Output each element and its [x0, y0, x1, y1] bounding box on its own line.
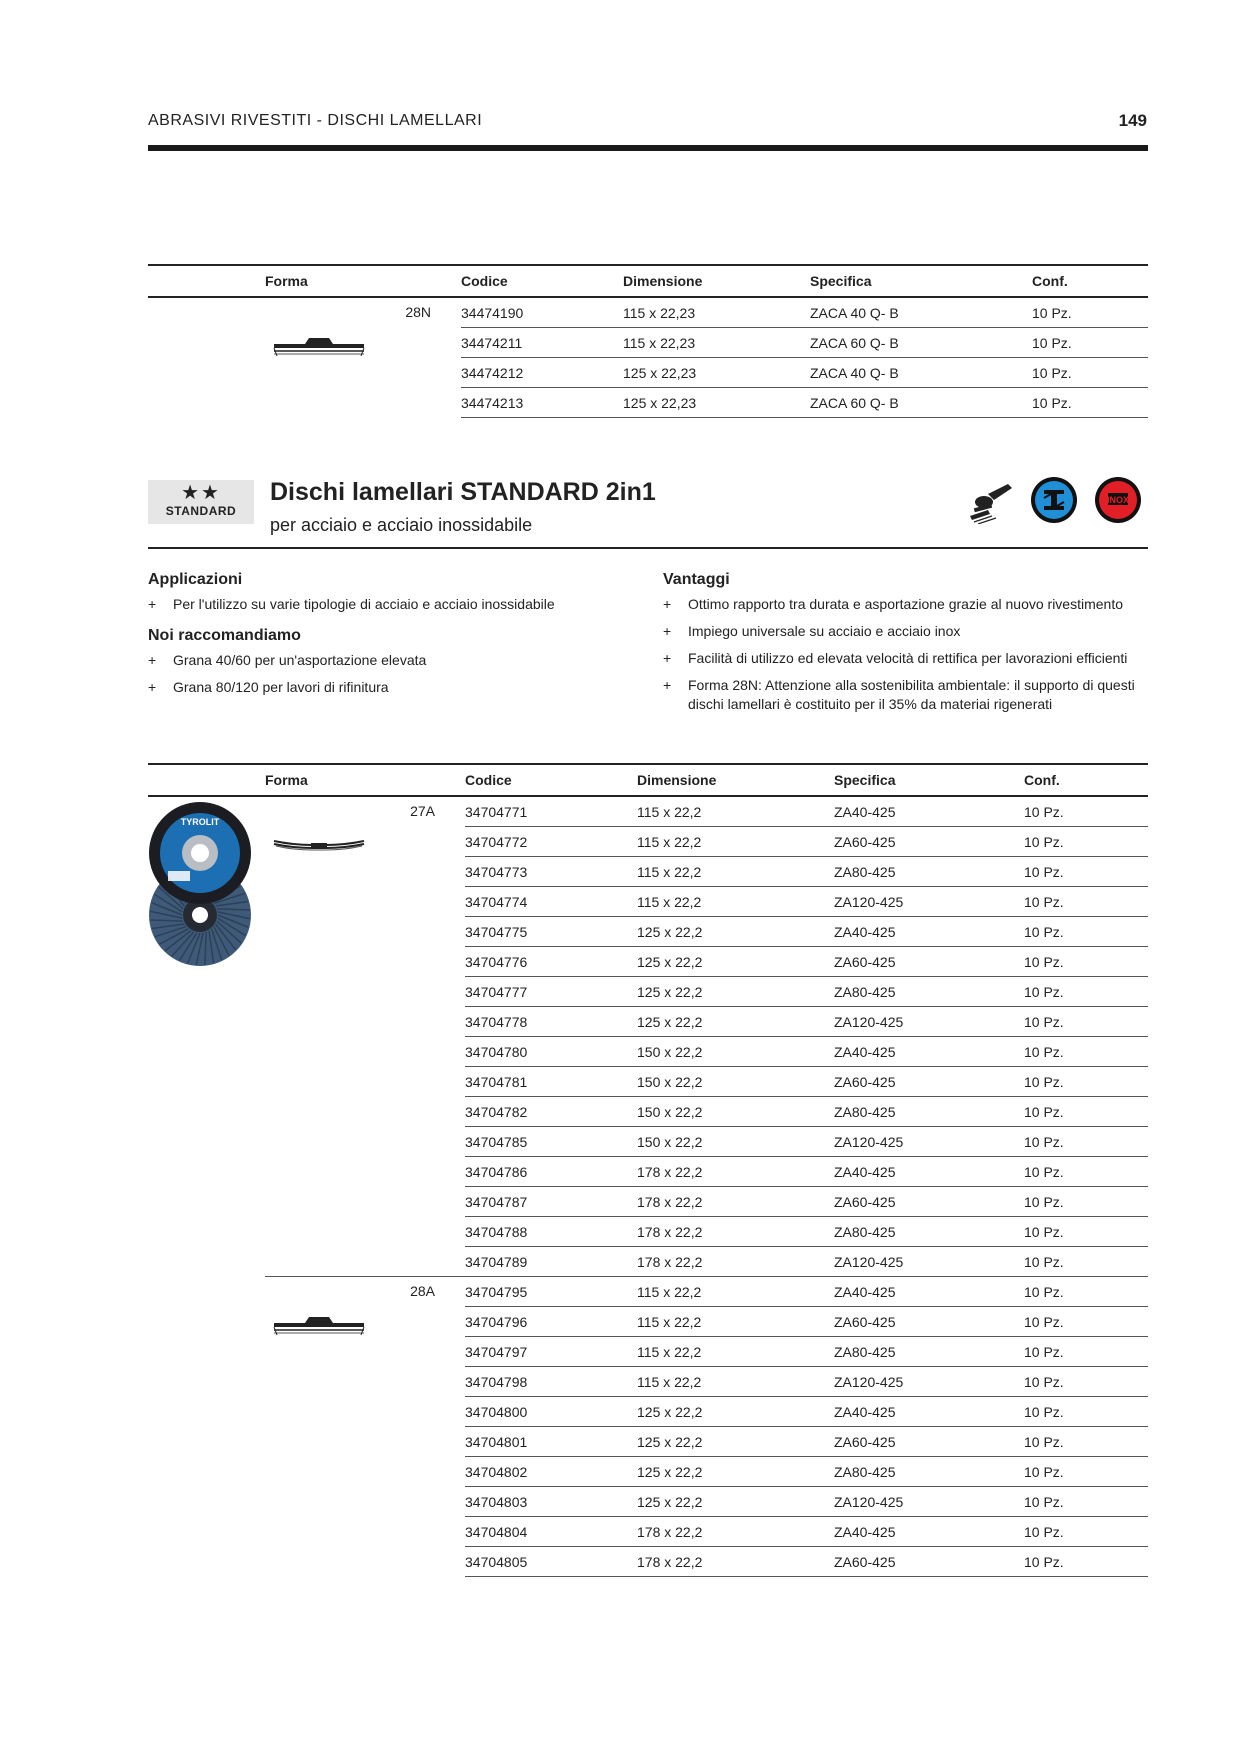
specifica-cell: ZACA 40 Q- B — [810, 297, 1032, 328]
inox-label: INOX — [1106, 495, 1130, 505]
conf-cell: 10 Pz. — [1032, 328, 1148, 358]
conf-cell: 10 Pz. — [1024, 1127, 1148, 1157]
dimensione-cell: 150 x 22,2 — [637, 1097, 834, 1127]
codice-cell: 34704801 — [465, 1427, 637, 1457]
col-codice: Codice — [465, 764, 637, 796]
codice-cell: 34704786 — [465, 1157, 637, 1187]
specifica-cell: ZA80-425 — [834, 1337, 1024, 1367]
col-conf: Conf. — [1032, 265, 1148, 297]
specifica-cell: ZA40-425 — [834, 1157, 1024, 1187]
list-item: + Grana 80/120 per lavori di rifinitura — [148, 679, 389, 695]
table-header-row — [148, 764, 1148, 796]
dimensione-cell: 178 x 22,2 — [637, 1217, 834, 1247]
badge-label: STANDARD — [165, 504, 237, 518]
specifica-cell: ZA60-425 — [834, 827, 1024, 857]
dimensione-cell: 150 x 22,2 — [637, 1067, 834, 1097]
dimensione-cell: 178 x 22,2 — [637, 1547, 834, 1577]
dimensione-cell: 115 x 22,23 — [623, 297, 810, 328]
codice-cell: 34704775 — [465, 917, 637, 947]
specifica-cell: ZA40-425 — [834, 1517, 1024, 1547]
codice-cell: 34704788 — [465, 1217, 637, 1247]
dimensione-cell: 125 x 22,2 — [637, 947, 834, 977]
dimensione-cell: 115 x 22,2 — [637, 1337, 834, 1367]
col-forma: Forma — [265, 764, 465, 796]
conf-cell: 10 Pz. — [1024, 917, 1148, 947]
raccomandiamo-list — [148, 651, 618, 697]
conf-cell: 10 Pz. — [1024, 947, 1148, 977]
shape-label: 27A — [410, 803, 435, 819]
list-item: + Ottimo rapporto tra durata e asportazione grazie al nuovo rivestimento — [663, 596, 1124, 612]
conf-cell: 10 Pz. — [1024, 1157, 1148, 1187]
table-row — [148, 796, 1148, 827]
dimensione-cell: 125 x 22,23 — [623, 388, 810, 418]
conf-cell: 10 Pz. — [1024, 1037, 1148, 1067]
product-subtitle: per acciaio e acciaio inossidabile — [270, 515, 533, 535]
specifica-cell: ZA40-425 — [834, 1037, 1024, 1067]
specifica-cell: ZACA 60 Q- B — [810, 388, 1032, 418]
product-image-cell — [148, 297, 265, 418]
product-image-cell — [148, 796, 265, 1577]
section-rule — [148, 547, 1148, 549]
codice-cell: 34704803 — [465, 1487, 637, 1517]
codice-cell: 34704773 — [465, 857, 637, 887]
specifica-cell: ZA120-425 — [834, 1007, 1024, 1037]
applicazioni-heading: Applicazioni — [148, 571, 243, 588]
forma-cell — [265, 796, 465, 1277]
col-forma: Forma — [265, 265, 461, 297]
conf-cell: 10 Pz. — [1024, 857, 1148, 887]
specifica-cell: ZA60-425 — [834, 1547, 1024, 1577]
dimensione-cell: 125 x 22,2 — [637, 1397, 834, 1427]
codice-cell: 34704780 — [465, 1037, 637, 1067]
conf-cell: 10 Pz. — [1024, 1397, 1148, 1427]
dimensione-cell: 125 x 22,2 — [637, 1007, 834, 1037]
dimensione-cell: 178 x 22,2 — [637, 1187, 834, 1217]
codice-cell: 34474212 — [461, 358, 623, 388]
codice-cell: 34474211 — [461, 328, 623, 358]
codice-cell: 34704789 — [465, 1247, 637, 1277]
codice-cell: 34704774 — [465, 887, 637, 917]
conf-cell: 10 Pz. — [1024, 1217, 1148, 1247]
disc-profile-icon — [273, 833, 365, 855]
dimensione-cell: 115 x 22,2 — [637, 796, 834, 827]
dimensione-cell: 125 x 22,2 — [637, 1457, 834, 1487]
disc-profile-icon — [273, 336, 365, 358]
specifica-cell: ZACA 60 Q- B — [810, 328, 1032, 358]
table-standard-2in1 — [148, 763, 1148, 1577]
table-row — [148, 297, 1148, 328]
codice-cell: 34704802 — [465, 1457, 637, 1487]
specifica-cell: ZA40-425 — [834, 1277, 1024, 1307]
dimensione-cell: 150 x 22,2 — [637, 1127, 834, 1157]
raccomandiamo-heading: Noi raccomandiamo — [148, 627, 301, 644]
conf-cell: 10 Pz. — [1024, 1367, 1148, 1397]
specifica-cell: ZA120-425 — [834, 1487, 1024, 1517]
col-dimensione: Dimensione — [623, 265, 810, 297]
specifica-cell: ZA120-425 — [834, 1367, 1024, 1397]
codice-cell: 34704796 — [465, 1307, 637, 1337]
vantaggi-list — [663, 595, 1153, 714]
codice-cell: 34704777 — [465, 977, 637, 1007]
dimensione-cell: 125 x 22,23 — [623, 358, 810, 388]
conf-cell: 10 Pz. — [1032, 297, 1148, 328]
specifica-cell: ZA80-425 — [834, 977, 1024, 1007]
specifica-cell: ZA80-425 — [834, 1457, 1024, 1487]
specifica-cell: ZA40-425 — [834, 917, 1024, 947]
conf-cell: 10 Pz. — [1024, 1097, 1148, 1127]
section-title: ABRASIVI RIVESTITI - DISCHI LAMELLARI — [148, 112, 483, 129]
disc-brand-label: TYROLIT — [180, 817, 220, 827]
specifica-cell: ZA60-425 — [834, 1067, 1024, 1097]
codice-cell: 34704778 — [465, 1007, 637, 1037]
table-header-row — [148, 265, 1148, 297]
dimensione-cell: 125 x 22,2 — [637, 1487, 834, 1517]
conf-cell: 10 Pz. — [1024, 977, 1148, 1007]
codice-cell: 34704795 — [465, 1277, 637, 1307]
dimensione-cell: 125 x 22,2 — [637, 977, 834, 1007]
specifica-cell: ZA40-425 — [834, 1397, 1024, 1427]
dimensione-cell: 150 x 22,2 — [637, 1037, 834, 1067]
angle-grinder-icon — [968, 478, 1018, 524]
conf-cell: 10 Pz. — [1024, 1307, 1148, 1337]
applications-block — [148, 571, 618, 697]
dimensione-cell: 178 x 22,2 — [637, 1247, 834, 1277]
conf-cell: 10 Pz. — [1024, 1187, 1148, 1217]
dimensione-cell: 115 x 22,2 — [637, 1367, 834, 1397]
product-title: Dischi lamellari STANDARD 2in1 — [270, 478, 656, 506]
specifica-cell: ZA80-425 — [834, 1097, 1024, 1127]
specifica-cell: ZA40-425 — [834, 796, 1024, 827]
col-conf: Conf. — [1024, 764, 1148, 796]
specifica-cell: ZACA 40 Q- B — [810, 358, 1032, 388]
specifica-cell: ZA60-425 — [834, 947, 1024, 977]
conf-cell: 10 Pz. — [1024, 1247, 1148, 1277]
list-item: + Grana 40/60 per un'asportazione elevata — [148, 652, 427, 668]
specifica-cell: ZA80-425 — [834, 857, 1024, 887]
codice-cell: 34704797 — [465, 1337, 637, 1367]
conf-cell: 10 Pz. — [1024, 796, 1148, 827]
specifica-cell: ZA60-425 — [834, 1187, 1024, 1217]
dimensione-cell: 125 x 22,2 — [637, 1427, 834, 1457]
dimensione-cell: 115 x 22,2 — [637, 857, 834, 887]
steel-icon — [1030, 476, 1078, 524]
shape-label: 28A — [410, 1283, 435, 1299]
codice-cell: 34704772 — [465, 827, 637, 857]
col-codice: Codice — [461, 265, 623, 297]
inox-icon — [1094, 476, 1142, 524]
stars-icon: ★★ — [181, 482, 221, 504]
conf-cell: 10 Pz. — [1024, 1547, 1148, 1577]
conf-cell: 10 Pz. — [1024, 827, 1148, 857]
table-28n — [148, 264, 1148, 418]
dimensione-cell: 115 x 22,2 — [637, 1307, 834, 1337]
list-item: + Impiego universale su acciaio e acciaio inox — [663, 623, 961, 639]
codice-cell: 34704804 — [465, 1517, 637, 1547]
codice-cell: 34704776 — [465, 947, 637, 977]
conf-cell: 10 Pz. — [1024, 1277, 1148, 1307]
specifica-cell: ZA60-425 — [834, 1307, 1024, 1337]
codice-cell: 34704781 — [465, 1067, 637, 1097]
codice-cell: 34704800 — [465, 1397, 637, 1427]
codice-cell: 34704771 — [465, 796, 637, 827]
codice-cell: 34474213 — [461, 388, 623, 418]
specifica-cell: ZA60-425 — [834, 1427, 1024, 1457]
conf-cell: 10 Pz. — [1024, 1337, 1148, 1367]
conf-cell: 10 Pz. — [1024, 1457, 1148, 1487]
list-item: + Per l'utilizzo su varie tipologie di acciaio e acciaio inossidabile — [148, 596, 555, 612]
list-item: + Forma 28N: Attenzione alla sostenibilita ambientale: il supporto di questi dischi lamellari è costituito per il 35% da materiai rigenerati — [663, 677, 1135, 712]
codice-cell: 34704782 — [465, 1097, 637, 1127]
forma-cell — [265, 1277, 465, 1577]
list-item: + Facilità di utilizzo ed elevata velocità di rettifica per lavorazioni efficienti — [663, 650, 1128, 666]
specifica-cell: ZA120-425 — [834, 887, 1024, 917]
dimensione-cell: 115 x 22,23 — [623, 328, 810, 358]
conf-cell: 10 Pz. — [1024, 1427, 1148, 1457]
conf-cell: 10 Pz. — [1032, 358, 1148, 388]
codice-cell: 34704798 — [465, 1367, 637, 1397]
specifica-cell: ZA120-425 — [834, 1127, 1024, 1157]
codice-cell: 34474190 — [461, 297, 623, 328]
conf-cell: 10 Pz. — [1024, 1487, 1148, 1517]
conf-cell: 10 Pz. — [1032, 388, 1148, 418]
standard-badge — [148, 480, 254, 524]
specifica-cell: ZA80-425 — [834, 1217, 1024, 1247]
dimensione-cell: 115 x 22,2 — [637, 1277, 834, 1307]
conf-cell: 10 Pz. — [1024, 1517, 1148, 1547]
dimensione-cell: 115 x 22,2 — [637, 827, 834, 857]
shape-label: 28N — [405, 304, 431, 320]
disc-profile-icon — [273, 1315, 365, 1337]
flap-disc-photo — [148, 801, 254, 969]
dimensione-cell: 178 x 22,2 — [637, 1517, 834, 1547]
codice-cell: 34704785 — [465, 1127, 637, 1157]
col-dimensione: Dimensione — [637, 764, 834, 796]
vantaggi-heading: Vantaggi — [663, 571, 730, 588]
dimensione-cell: 125 x 22,2 — [637, 917, 834, 947]
col-specifica: Specifica — [834, 764, 1024, 796]
codice-cell: 34704787 — [465, 1187, 637, 1217]
col-specifica: Specifica — [810, 265, 1032, 297]
codice-cell: 34704805 — [465, 1547, 637, 1577]
dimensione-cell: 178 x 22,2 — [637, 1157, 834, 1187]
conf-cell: 10 Pz. — [1024, 1067, 1148, 1097]
header-rule — [148, 145, 1148, 151]
applicazioni-list — [148, 595, 618, 614]
table-row — [148, 1277, 1148, 1307]
conf-cell: 10 Pz. — [1024, 1007, 1148, 1037]
specifica-cell: ZA120-425 — [834, 1247, 1024, 1277]
page-number: 149 — [1118, 111, 1147, 130]
conf-cell: 10 Pz. — [1024, 887, 1148, 917]
advantages-block — [663, 571, 1153, 714]
dimensione-cell: 115 x 22,2 — [637, 887, 834, 917]
forma-cell — [265, 297, 461, 418]
